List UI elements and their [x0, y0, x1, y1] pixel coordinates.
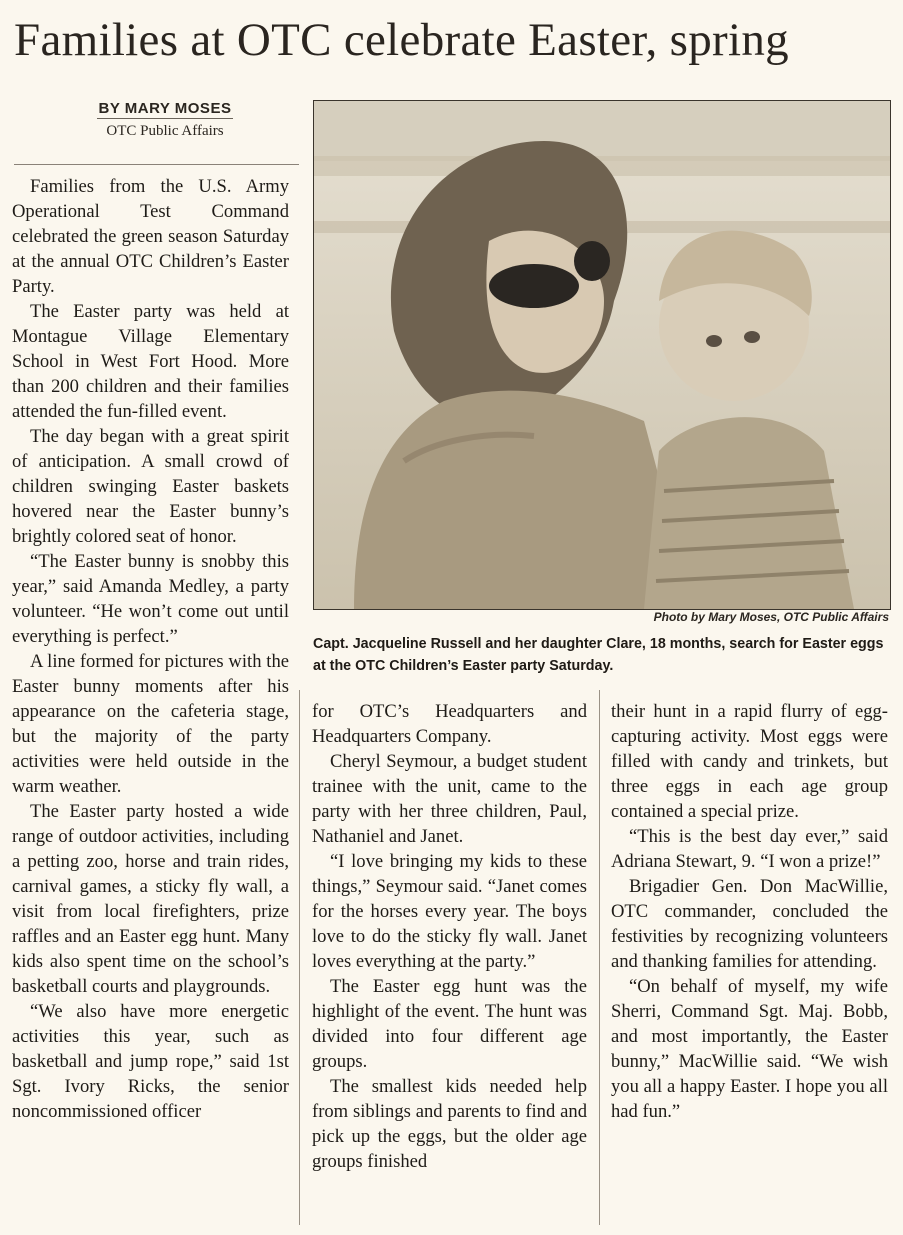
paragraph: for OTC’s Headquarters and Headquarters Company.	[312, 701, 587, 747]
paragraph: The Easter party was held at Montague Village Elementary School in West Fort Hood. More than 200 children and their families attended the fun-filled event.	[12, 301, 289, 422]
paragraph: The Easter egg hunt was the highlight of the event. The hunt was divided into four different age groups.	[312, 976, 587, 1072]
column-1	[12, 174, 289, 1124]
byline-block	[20, 100, 310, 140]
column-2	[312, 699, 587, 1174]
column-divider	[299, 690, 300, 1225]
paragraph: “We also have more energetic activities this year, such as basketball and jump rope,” said 1st Sgt. Ivory Ricks, the senior noncommissioned officer	[12, 1001, 289, 1122]
byline: BY MARY MOSES	[98, 100, 232, 117]
paragraph: The smallest kids needed help from siblings and parents to find and pick up the eggs, but the older age groups finished	[312, 1076, 587, 1172]
paragraph: “I love bringing my kids to these things,” Seymour said. “Janet comes for the horses every year. The boys love to do the sticky fly wall. Janet loves everything at the party.”	[312, 851, 587, 972]
paragraph: “This is the best day ever,” said Adriana Stewart, 9. “I won a prize!”	[611, 826, 888, 872]
paragraph: “On behalf of myself, my wife Sherri, Command Sgt. Maj. Bobb, and most importantly, the Easter bunny,” MacWillie said. “We wish you all a happy Easter. I hope you all had fun.”	[611, 976, 888, 1122]
paragraph: their hunt in a rapid flurry of egg-capturing activity. Most eggs were filled with candy and trinkets, but three eggs in each age group contained a special prize.	[611, 701, 888, 822]
paragraph: The day began with a great spirit of anticipation. A small crowd of children swinging Easter baskets hovered near the Easter bunny’s brightly colored seat of honor.	[12, 426, 289, 547]
photo-image	[314, 101, 890, 609]
paragraph: Cheryl Seymour, a budget student trainee with the unit, came to the party with her three children, Paul, Nathaniel and Janet.	[312, 751, 587, 847]
headline: Families at OTC celebrate Easter, spring	[14, 14, 789, 66]
byline-divider	[14, 164, 299, 165]
byline-department: OTC Public Affairs	[106, 123, 224, 139]
paragraph: Families from the U.S. Army Operational Test Command celebrated the green season Saturday at the annual OTC Children’s Easter Party.	[12, 176, 289, 297]
photo	[313, 100, 891, 610]
photo-credit: Photo by Mary Moses, OTC Public Affairs	[653, 610, 889, 624]
paragraph: The Easter party hosted a wide range of outdoor activities, including a petting zoo, horse and train rides, carnival games, a sticky fly wall, a visit from local firefighters, prize raffles and an Easter egg hunt. Many kids also spent time on the school’s basketball courts and playgrounds.	[12, 801, 289, 997]
column-3	[611, 699, 888, 1124]
paragraph: Brigadier Gen. Don MacWillie, OTC commander, concluded the festivities by recognizing volunteers and thanking families for attending.	[611, 876, 888, 972]
photo-caption: Capt. Jacqueline Russell and her daughter Clare, 18 months, search for Easter eggs at the OTC Children’s Easter party Saturday.	[313, 636, 884, 674]
column-divider	[599, 690, 600, 1225]
paragraph: “The Easter bunny is snobby this year,” said Amanda Medley, a party volunteer. “He won’t come out until everything is perfect.”	[12, 551, 289, 647]
paragraph: A line formed for pictures with the Easter bunny moments after his appearance on the cafeteria stage, but the majority of the party activities were held outside in the warm weather.	[12, 651, 289, 797]
